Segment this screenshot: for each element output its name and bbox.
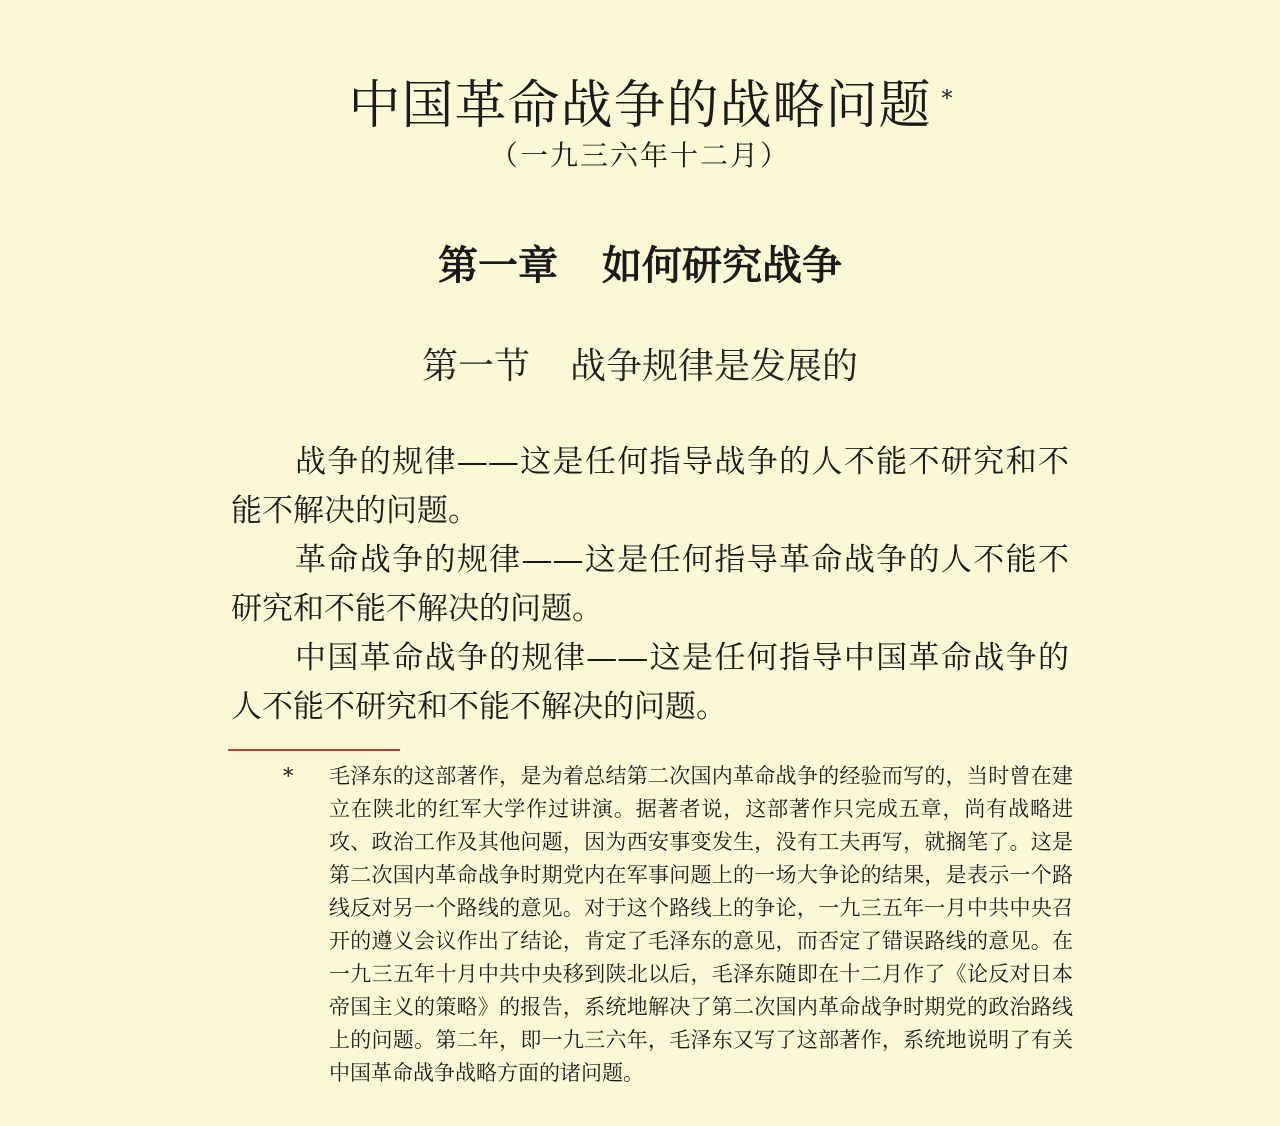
section-number: 第一节 (421, 346, 530, 387)
section-heading (0, 342, 1280, 392)
document-date: （一九三六年十二月） (489, 139, 790, 172)
paragraph: 中国革命战争的规律——这是任何指导中国革命战争的人不能不研究和不能不解决的问题。 (231, 640, 1069, 725)
paragraph: 战争的规律——这是任何指导战争的人不能不研究和不能不解决的问题。 (231, 444, 1069, 529)
body-text (231, 438, 1069, 732)
footnote (283, 760, 1073, 1090)
chapter-number: 第一章 (438, 243, 558, 289)
chapter-heading (0, 238, 1280, 294)
paragraph: 革命战争的规律——这是任何指导革命战争的人不能不研究和不能不解决的问题。 (231, 542, 1069, 627)
chapter-name: 如何研究战争 (602, 243, 842, 289)
title-text: 中国革命战争的战略问题 (348, 76, 932, 136)
footnote-reference-mark[interactable]: * (941, 87, 954, 112)
document-title (348, 70, 954, 142)
footnote-divider (228, 749, 400, 751)
footnote-text: 毛泽东的这部著作，是为着总结第二次国内革命战争的经验而写的，当时曾在建立在陕北的红军大学作过讲演。据著者说，这部著作只完成五章，尚有战略进攻、政治工作及其他问题，因为西安事变发生，没有工夫再写，就搁笔了。这是第二次国内革命战争时期党内在军事问题上的一场大争论的结果，是表示一个路线反对另一个路线的意见。对于这个路线上的争论，一九三五年一月中共中央召开的遵义会议作出了结论，肯定了毛泽东的意见，而否定了错误路线的意见。在一九三五年十月中共中央移到陕北以后，毛泽东随即在十二月作了《论反对日本帝国主义的策略》的报告，系统地解决了第二次国内革命战争时期党的政治路线上的问题。第二年，即一九三六年，毛泽东又写了这部著作，系统地说明了有关中国革命战争战略方面的诸问题。 (329, 764, 1073, 1085)
section-name: 战争规律是发展的 (570, 346, 859, 387)
title-block (0, 70, 1280, 142)
footnote-mark: * (283, 764, 294, 788)
